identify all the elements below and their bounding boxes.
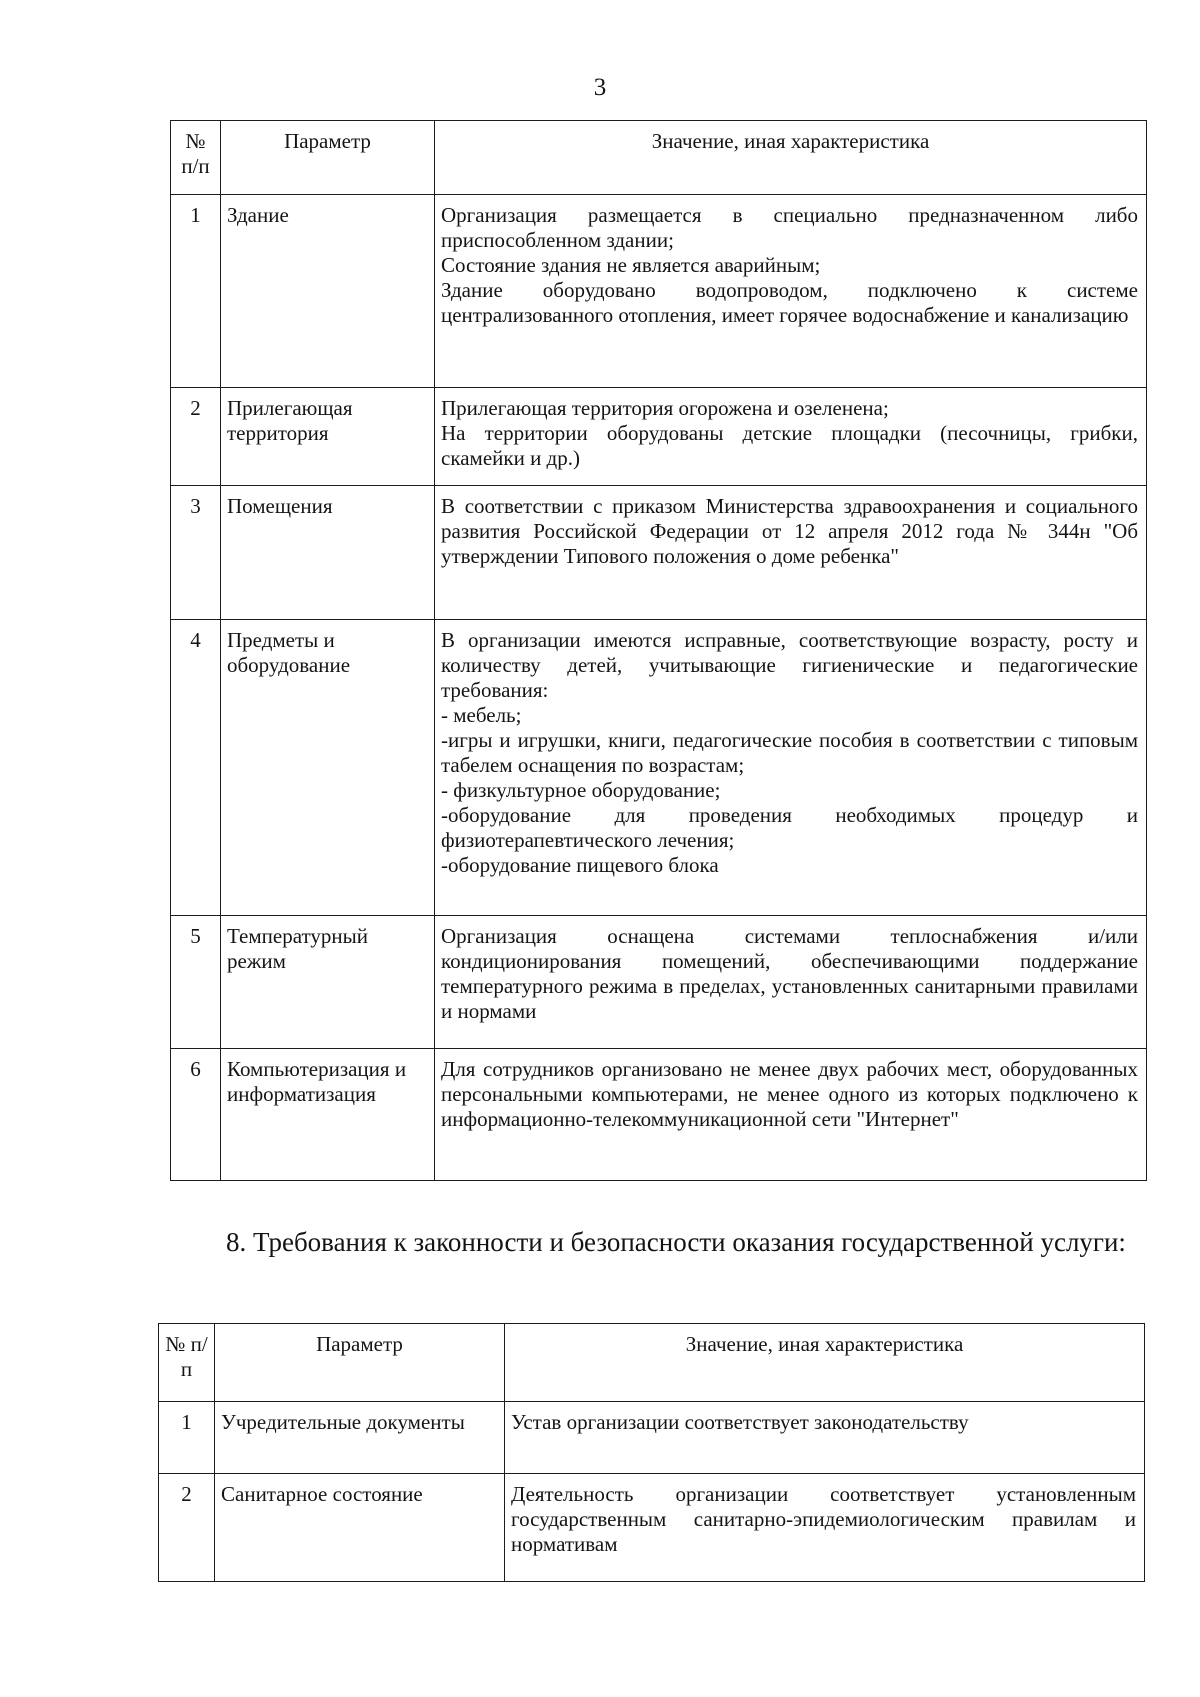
header-value: Значение, иная характеристика [435, 121, 1147, 195]
value-line: Организация размещается в специально предназначенном либо приспособленном здании; [441, 203, 1138, 252]
header-parameter: Параметр [215, 1324, 505, 1402]
row-value [435, 916, 1147, 1049]
row-value [435, 388, 1147, 486]
value-line: В соответствии с приказом Министерства здравоохранения и социального развития Российской Федерации от 12 апреля 2012 года № 344н "Об утверждении Типового положения о доме ребенка" [441, 494, 1138, 568]
value-line: -оборудование для проведения необходимых процедур и физиотерапевтического лечения; [441, 803, 1138, 852]
row-value [435, 195, 1147, 388]
value-line: -оборудование пищевого блока [441, 853, 719, 877]
row-parameter: Предметы и оборудование [221, 620, 435, 916]
row-parameter: Температурный режим [221, 916, 435, 1049]
value-line: Прилегающая территория огорожена и озеленена; [441, 396, 889, 420]
value-line: - мебель; [441, 703, 522, 727]
header-parameter: Параметр [221, 121, 435, 195]
value-line: Деятельность организации соответствует установленным государственным санитарно-эпидемиологическим правилам и нормативам [511, 1482, 1136, 1556]
row-parameter: Компьютеризация и информатизация [221, 1049, 435, 1181]
table-row [171, 620, 1147, 916]
page-number: 3 [593, 74, 607, 101]
row-value [435, 1049, 1147, 1181]
row-number: 1 [171, 195, 221, 388]
table-header-row [159, 1324, 1145, 1402]
value-line: -игры и игрушки, книги, педагогические пособия в соответствии с типовым табелем оснащения по возрастам; [441, 728, 1138, 777]
section-8-heading: 8. Требования к законности и безопасности оказания государственной услуги: [226, 1227, 1126, 1257]
value-line: - физкультурное оборудование; [441, 778, 721, 802]
row-number: 2 [159, 1474, 215, 1582]
row-value [505, 1402, 1145, 1474]
row-parameter: Прилегающая территория [221, 388, 435, 486]
table-row [171, 195, 1147, 388]
table-header-row [171, 121, 1147, 195]
table-row [171, 486, 1147, 620]
value-line: Здание оборудовано водопроводом, подключено к системе централизованного отопления, имеет горячее водоснабжение и канализацию [441, 278, 1138, 327]
row-parameter: Помещения [221, 486, 435, 620]
value-line: Состояние здания не является аварийным; [441, 253, 821, 277]
row-parameter: Учредительные документы [215, 1402, 505, 1474]
row-value [435, 620, 1147, 916]
table-row [159, 1474, 1145, 1582]
row-value [505, 1474, 1145, 1582]
value-line: Организация оснащена системами теплоснабжения и/или кондиционирования помещений, обеспечивающими поддержание температурного режима в пределах, установленных санитарными правилами и нормами [441, 924, 1138, 1023]
row-number: 5 [171, 916, 221, 1049]
requirements-table-legality [158, 1323, 1145, 1582]
table-row [159, 1402, 1145, 1474]
header-number: № п/п [159, 1324, 215, 1402]
value-line: На территории оборудованы детские площадки (песочницы, грибки, скамейки и др.) [441, 421, 1138, 470]
row-parameter: Санитарное состояние [215, 1474, 505, 1582]
value-line: В организации имеются исправные, соответствующие возрасту, росту и количеству детей, учитывающие гигиенические и педагогические требования: [441, 628, 1138, 702]
row-parameter: Здание [221, 195, 435, 388]
header-value: Значение, иная характеристика [505, 1324, 1145, 1402]
table-row [171, 916, 1147, 1049]
value-line: Для сотрудников организовано не менее двух рабочих мест, оборудованных персональными компьютерами, не менее одного из которых подключено к информационно-телекоммуникационной сети "Интернет" [441, 1057, 1138, 1131]
row-number: 1 [159, 1402, 215, 1474]
row-value [435, 486, 1147, 620]
value-line: Устав организации соответствует законодательству [511, 1410, 969, 1434]
row-number: 3 [171, 486, 221, 620]
row-number: 2 [171, 388, 221, 486]
requirements-table-premises [170, 120, 1147, 1181]
header-number: № п/п [171, 121, 221, 195]
row-number: 4 [171, 620, 221, 916]
table-row [171, 1049, 1147, 1181]
row-number: 6 [171, 1049, 221, 1181]
table-row [171, 388, 1147, 486]
